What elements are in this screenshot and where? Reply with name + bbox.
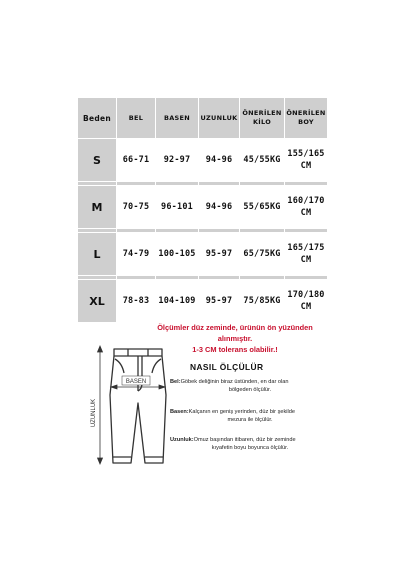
guide-item-basen	[170, 408, 330, 424]
guide-term: Uzunluk:	[170, 437, 194, 443]
boy-cell: 160/170 CM	[285, 186, 327, 228]
boy-cell: 170/180 CM	[285, 280, 327, 322]
kilo-cell: 45/55KG	[240, 139, 284, 181]
basen-cell: 100-105	[156, 233, 198, 275]
guide-term: Bel:	[170, 379, 181, 385]
kilo-cell: 75/85KG	[240, 280, 284, 322]
notice-line: 1-3 CM tolerans olabilir.!	[192, 345, 278, 354]
guide-desc: Göbek deliğinin biraz üstünden, en dar olan	[180, 379, 289, 385]
header-beden: Beden	[78, 98, 116, 138]
basen-label: BASEN	[125, 379, 147, 385]
header-bel: BEL	[117, 98, 155, 138]
table-row	[78, 139, 327, 181]
measurement-notice	[155, 322, 315, 355]
trousers-outline	[110, 349, 166, 463]
boy-cell: 165/175 CM	[285, 233, 327, 275]
table-row	[78, 233, 327, 275]
header-basen: BASEN	[156, 98, 198, 138]
uzunluk-cell: 94-96	[199, 139, 239, 181]
size-cell: S	[78, 139, 116, 181]
uzunluk-cell: 94-96	[199, 186, 239, 228]
bel-cell: 70-75	[117, 186, 155, 228]
bel-cell: 66-71	[117, 139, 155, 181]
uzunluk-cell: 95-97	[199, 233, 239, 275]
guide-desc: mezura ile ölçülür.	[227, 417, 273, 423]
notice-line: alınmıştır.	[217, 334, 253, 343]
guide-title: NASIL ÖLÇÜLÜR	[190, 362, 264, 372]
bel-cell: 74-79	[117, 233, 155, 275]
notice-line: Ölçümler düz zeminde, ürünün ön yüzünden	[157, 323, 313, 332]
bel-cell: 78-83	[117, 280, 155, 322]
size-cell: M	[78, 186, 116, 228]
guide-desc: kıyafetin boyu boyunca ölçülür.	[211, 445, 289, 451]
guide-item-bel	[170, 378, 330, 394]
trousers-measurement-figure	[82, 343, 174, 467]
basen-cell: 92-97	[156, 139, 198, 181]
header-onerilen-boy: ÖNERİLEN BOY	[285, 98, 327, 138]
kilo-cell: 55/65KG	[240, 186, 284, 228]
basen-cell: 104-109	[156, 280, 198, 322]
header-uzunluk: UZUNLUK	[199, 98, 239, 138]
guide-desc: bölgeden ölçülür.	[228, 387, 272, 393]
header-onerilen-kilo: ÖNERİLEN KİLO	[240, 98, 284, 138]
size-chart-table	[77, 97, 328, 323]
table-row	[78, 280, 327, 322]
size-cell: L	[78, 233, 116, 275]
uzunluk-cell: 95-97	[199, 280, 239, 322]
uzunluk-label: UZUNLUK	[91, 398, 97, 428]
guide-desc: Omuz başından itibaren, düz bir zeminde	[193, 437, 296, 443]
guide-item-uzunluk	[170, 436, 330, 452]
guide-desc: Kalçanın en geniş yerinden, düz bir şekilde	[188, 409, 296, 415]
table-row	[78, 186, 327, 228]
length-arrow	[98, 346, 103, 464]
boy-cell: 155/165 CM	[285, 139, 327, 181]
table-header-row	[78, 98, 327, 138]
basen-cell: 96-101	[156, 186, 198, 228]
guide-term: Basen:	[170, 409, 189, 415]
kilo-cell: 65/75KG	[240, 233, 284, 275]
size-cell: XL	[78, 280, 116, 322]
